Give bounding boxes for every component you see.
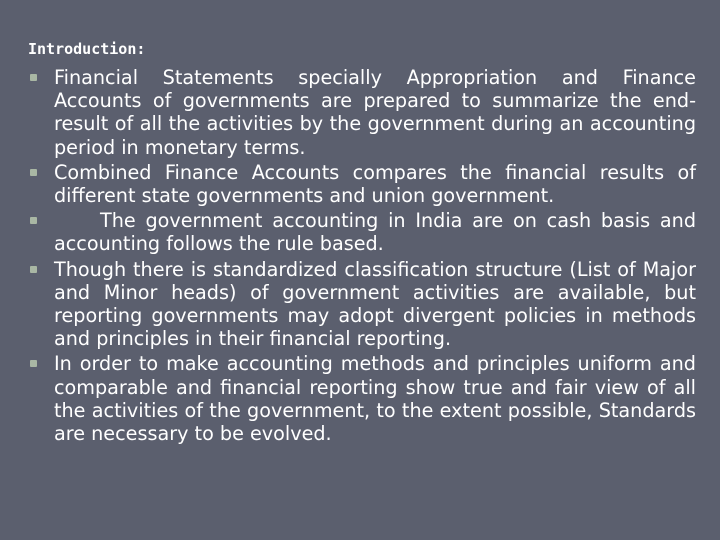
square-bullet-icon	[30, 74, 37, 81]
bullet-text: Though there is standardized classification structure (List of Major and Minor heads) of government activities are available, but reporting governments may adopt divergent policies in methods and principles in their financial reporting.	[54, 257, 696, 351]
bullet-text: The government accounting in India are on cash basis and accounting follows the rule based.	[54, 209, 696, 256]
bullet-text: Financial Statements specially Appropriation and Finance Accounts of governments are prepared to summarize the end-result of all the activities by the government during an accounting period in monetary terms.	[54, 66, 696, 159]
square-bullet-icon	[30, 266, 37, 273]
list-item	[28, 258, 696, 351]
list-item	[28, 352, 696, 445]
list-item	[28, 66, 696, 159]
square-bullet-icon	[30, 217, 37, 224]
list-item	[28, 209, 696, 255]
square-bullet-icon	[30, 360, 37, 367]
bullet-text: In order to make accounting methods and principles uniform and comparable and financial reporting show true and fair view of all the activities of the government, to the extent possible, Standards are necessary to be evolved.	[54, 352, 696, 446]
square-bullet-icon	[30, 169, 37, 176]
slide-heading: Introduction:	[28, 40, 146, 58]
bullet-list	[28, 66, 696, 447]
list-item	[28, 161, 696, 207]
bullet-text: Combined Finance Accounts compares the financial results of different state governments and union government.	[54, 160, 696, 208]
